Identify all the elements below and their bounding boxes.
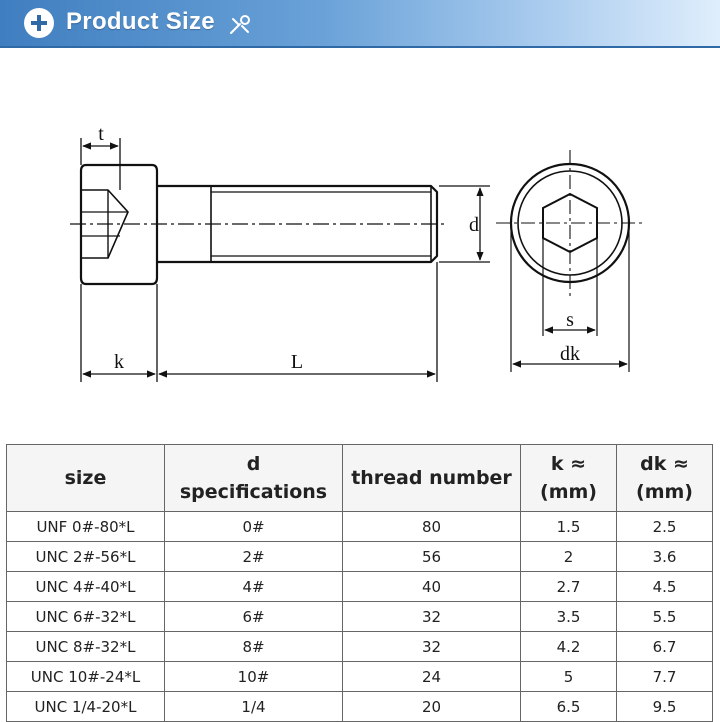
dim-label-k: k	[114, 351, 124, 373]
cell-k: 5	[521, 662, 617, 692]
dim-label-s: s	[566, 309, 574, 331]
cell-d: 10#	[165, 662, 343, 692]
cell-d: 8#	[165, 632, 343, 662]
cell-thread-number: 24	[343, 662, 521, 692]
cell-size: UNC 1/4-20*L	[7, 692, 165, 722]
table-row	[7, 542, 713, 572]
cell-dk: 4.5	[617, 572, 713, 602]
cell-size: UNC 6#-32*L	[7, 602, 165, 632]
cell-k: 6.5	[521, 692, 617, 722]
cell-size: UNC 4#-40*L	[7, 572, 165, 602]
dim-label-dk: dk	[560, 343, 580, 365]
cell-thread-number: 80	[343, 512, 521, 542]
dim-label-d: d	[469, 214, 479, 236]
cell-dk: 3.6	[617, 542, 713, 572]
cell-size: UNC 10#-24*L	[7, 662, 165, 692]
cell-dk: 5.5	[617, 602, 713, 632]
table-row	[7, 512, 713, 542]
header-d-specifications: d specifications	[165, 445, 343, 512]
cell-k: 1.5	[521, 512, 617, 542]
cell-d: 2#	[165, 542, 343, 572]
table-row	[7, 602, 713, 632]
header-thread-number: thread number	[343, 445, 521, 512]
cell-k: 4.2	[521, 632, 617, 662]
cell-thread-number: 56	[343, 542, 521, 572]
cell-dk: 6.7	[617, 632, 713, 662]
header-k: k ≈ (mm)	[521, 445, 617, 512]
table-row	[7, 692, 713, 722]
cell-size: UNC 8#-32*L	[7, 632, 165, 662]
cell-d: 0#	[165, 512, 343, 542]
cell-thread-number: 32	[343, 602, 521, 632]
cell-dk: 7.7	[617, 662, 713, 692]
cell-d: 1/4	[165, 692, 343, 722]
screw-tools-icon	[228, 14, 252, 36]
cell-k: 2	[521, 542, 617, 572]
cell-d: 4#	[165, 572, 343, 602]
table-row	[7, 662, 713, 692]
table-header-row	[7, 445, 713, 512]
cell-k: 3.5	[521, 602, 617, 632]
dim-label-t: t	[98, 123, 104, 145]
cell-thread-number: 40	[343, 572, 521, 602]
header-size: size	[7, 445, 165, 512]
cell-thread-number: 32	[343, 632, 521, 662]
cell-thread-number: 20	[343, 692, 521, 722]
screw-technical-drawing	[0, 110, 720, 390]
cell-dk: 2.5	[617, 512, 713, 542]
cell-d: 6#	[165, 602, 343, 632]
cell-k: 2.7	[521, 572, 617, 602]
dim-label-L: L	[290, 351, 304, 373]
header-dk: dk ≈ (mm)	[617, 445, 713, 512]
cell-dk: 9.5	[617, 692, 713, 722]
table-row	[7, 632, 713, 662]
banner-title: Product Size	[66, 8, 215, 35]
plus-circle-icon	[24, 8, 54, 38]
table-row	[7, 572, 713, 602]
cell-size: UNC 2#-56*L	[7, 542, 165, 572]
cell-size: UNF 0#-80*L	[7, 512, 165, 542]
size-spec-table	[6, 444, 713, 722]
header-banner	[0, 0, 720, 48]
